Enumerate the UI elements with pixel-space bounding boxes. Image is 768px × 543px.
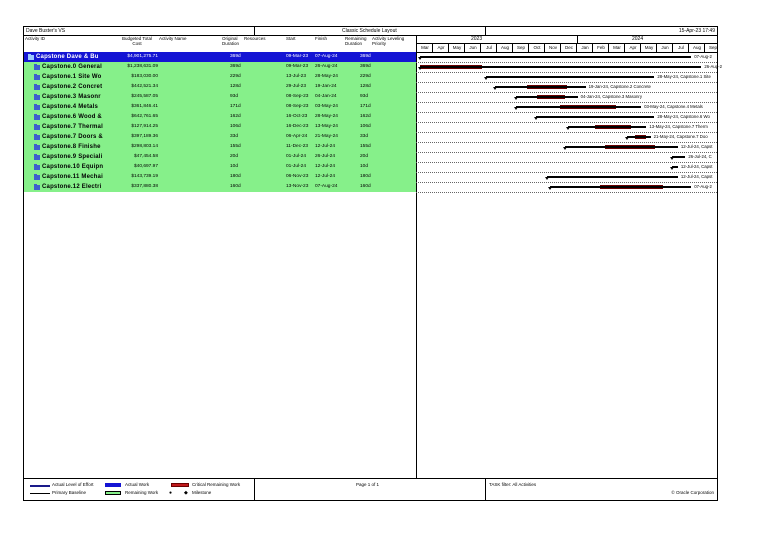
finish-date: 03-May-24: [315, 104, 338, 109]
col-remaining-duration[interactable]: Remaining Duration: [345, 36, 367, 46]
wbs-folder-icon: [34, 174, 40, 180]
wbs-folder-icon: [34, 154, 40, 160]
start-marker: [563, 147, 567, 150]
wbs-folder-icon: [34, 104, 40, 110]
month-label: Jun: [656, 44, 673, 52]
legend-swatch-critical: [171, 483, 189, 487]
wbs-name: Capstone.9 Speciali: [42, 154, 103, 160]
start-date: 08-Sep-23: [286, 104, 309, 109]
gantt-bar-label: 26-Aug-2: [704, 64, 723, 69]
wbs-folder-icon: [34, 114, 40, 120]
copyright: © Oracle Corporation: [671, 490, 714, 495]
page-number: Page 1 of 1: [356, 482, 380, 487]
month-label: Apr: [624, 44, 641, 52]
wbs-name: Capstone Dave & Bu: [36, 54, 99, 60]
wbs-folder-icon: [34, 164, 40, 170]
wbs-name: Capstone.7 Doors &: [42, 134, 103, 140]
month-label: Dec: [560, 44, 577, 52]
start-marker: [514, 107, 518, 110]
start-date: 01-Jul-24: [286, 164, 306, 169]
month-label: Feb: [592, 44, 609, 52]
month-label: Mar: [416, 44, 433, 52]
baseline-bar[interactable]: [536, 116, 654, 118]
start-date: 06-Nov-23: [286, 174, 309, 179]
gantt-bar-label: 12-Jul-24, Capst: [680, 144, 713, 149]
month-label: Mar: [608, 44, 625, 52]
budgeted-cost: $1,238,631.09: [127, 64, 158, 69]
baseline-bar[interactable]: [486, 76, 654, 78]
wbs-name: Capstone.10 Equipn: [42, 164, 104, 170]
timeline-months: [416, 44, 717, 52]
month-label: Oct: [528, 44, 545, 52]
wbs-folder-icon: [34, 64, 40, 70]
budgeted-cost: $127,914.25: [131, 124, 158, 129]
baseline-bar[interactable]: [495, 86, 586, 88]
print-date: 15-Apr-23 17:49: [678, 28, 715, 34]
year-label: 2023: [471, 36, 483, 42]
remaining-duration: 180d: [360, 174, 371, 179]
wbs-folder-icon: [34, 184, 40, 190]
wbs-row[interactable]: [24, 82, 416, 92]
user-label: Dave Buster's VS: [26, 28, 66, 34]
col-activity-id[interactable]: Activity ID: [25, 36, 46, 41]
baseline-bar[interactable]: [420, 56, 691, 58]
remaining-duration: 171d: [360, 104, 371, 109]
original-duration: 106d: [230, 124, 241, 129]
wbs-row[interactable]: [24, 162, 416, 172]
finish-date: 26-Aug-24: [315, 64, 338, 69]
finish-date: 04-Jan-24: [315, 94, 337, 99]
baseline-bar[interactable]: [568, 126, 646, 128]
finish-date: 12-Jul-24: [315, 174, 335, 179]
budgeted-cost: $245,587.05: [131, 94, 158, 99]
legend-remaining-work: Remaining Work: [125, 490, 159, 495]
remaining-duration: 33d: [360, 134, 369, 139]
budgeted-cost: $337,880.38: [131, 184, 158, 189]
legend-milestone: Milestone: [192, 490, 212, 495]
finish-date: 13-May-24: [315, 124, 338, 129]
remaining-duration: 229d: [360, 74, 371, 79]
month-label: Jul: [672, 44, 689, 52]
wbs-row[interactable]: [24, 132, 416, 142]
start-marker: [670, 167, 674, 170]
budgeted-cost: $442,521.34: [131, 84, 158, 89]
budgeted-cost: $4,901,275.71: [127, 54, 158, 59]
finish-date: 07-Aug-24: [315, 184, 338, 189]
start-date: 16-Oct-23: [286, 114, 308, 119]
finish-date: 28-May-24: [315, 74, 338, 79]
filter-label: TASK filter: All Activities: [489, 482, 537, 487]
start-date: 09-Mar-23: [286, 54, 309, 59]
gantt-chart: [416, 52, 723, 212]
start-marker: [534, 117, 538, 120]
wbs-name: Capstone.0 General: [42, 64, 102, 70]
legend-swatch-remaining: [105, 491, 121, 495]
gantt-bar-label: 07-Aug-2: [694, 184, 712, 189]
wbs-folder-icon: [34, 94, 40, 100]
gantt-bar-label: 21-May-24, Capstone.7 Doo: [653, 134, 708, 139]
finish-date: 28-May-24: [315, 114, 338, 119]
wbs-row[interactable]: [24, 102, 416, 112]
remaining-duration: 369d: [360, 64, 371, 69]
original-duration: 155d: [230, 144, 241, 149]
remaining-duration: 369d: [360, 54, 371, 59]
budgeted-cost: $397,189.36: [131, 134, 158, 139]
wbs-row[interactable]: [24, 152, 416, 162]
baseline-bar[interactable]: [516, 96, 578, 98]
original-duration: 128d: [230, 84, 241, 89]
month-label: Nov: [544, 44, 561, 52]
month-label: Aug: [496, 44, 513, 52]
wbs-folder-icon: [34, 124, 40, 130]
finish-date: 19-Jan-24: [315, 84, 337, 89]
page-footer: [24, 478, 717, 501]
gantt-bar-label: 28-May-24, Capstone.6 Wo: [657, 114, 710, 119]
start-date: 13-Jul-23: [286, 74, 306, 79]
wbs-name: Capstone.3 Masonr: [42, 94, 101, 100]
year-label: 2024: [632, 36, 644, 42]
col-finish[interactable]: Finish: [315, 36, 328, 41]
col-activity-name[interactable]: Activity Name: [159, 36, 187, 41]
gantt-bar-label: 04-Jan-24, Capstone.3 Masonry: [580, 94, 642, 99]
original-duration: 10d: [230, 164, 239, 169]
layout-name: Classic Schedule Layout: [342, 28, 397, 34]
wbs-name: Capstone.6 Wood &: [42, 114, 102, 120]
month-label: Apr: [432, 44, 449, 52]
wbs-folder-icon: [28, 54, 34, 60]
remaining-duration: 20d: [360, 154, 369, 159]
original-duration: 229d: [230, 74, 241, 79]
wbs-row[interactable]: [24, 62, 416, 72]
wbs-name: Capstone.4 Metals: [42, 104, 99, 110]
wbs-row[interactable]: [24, 122, 416, 132]
gantt-bar-label: 26-Jul-24, C: [688, 154, 712, 159]
legend-primary-baseline: Primary Baseline: [52, 490, 87, 495]
gantt-bar-label: 19-Jan-24, Capstone.2 Concrete: [588, 84, 651, 89]
month-label: May: [640, 44, 657, 52]
baseline-bar[interactable]: [516, 106, 641, 108]
budgeted-cost: $642,761.65: [131, 114, 158, 119]
finish-date: 12-Jul-24: [315, 144, 335, 149]
wbs-row[interactable]: [24, 72, 416, 82]
schedule-page: [23, 26, 723, 501]
wbs-row[interactable]: [24, 182, 416, 192]
finish-date: 12-Jul-24: [315, 164, 335, 169]
budgeted-cost: $40,697.97: [133, 164, 158, 169]
legend-swatch-loe: [30, 485, 50, 487]
month-label: Sep: [704, 44, 721, 52]
gantt-bar-label: 13-May-24, Capstone.7 Therm: [649, 124, 708, 129]
remaining-duration: 93d: [360, 94, 369, 99]
finish-date: 07-Aug-24: [315, 54, 338, 59]
baseline-bar[interactable]: [627, 136, 651, 138]
wbs-name: Capstone.12 Electri: [42, 184, 102, 190]
gantt-bar-label: 03-May-24, Capstone.4 Metals: [644, 104, 703, 109]
budgeted-cost: $361,846.41: [131, 104, 158, 109]
remaining-duration: 160d: [360, 184, 371, 189]
start-date: 01-Jul-24: [286, 154, 306, 159]
legend-swatch-actual: [105, 483, 121, 487]
wbs-folder-icon: [34, 74, 40, 80]
month-label: Jan: [576, 44, 593, 52]
gantt-bar-label: 12-Jul-24, Capst: [680, 164, 713, 169]
wbs-row[interactable]: [24, 142, 416, 152]
month-label: Sep: [512, 44, 529, 52]
start-marker: [493, 87, 497, 90]
wbs-name: Capstone.2 Concret: [42, 84, 103, 90]
original-duration: 162d: [230, 114, 241, 119]
month-label: Jul: [480, 44, 497, 52]
milestone-dot-icon: ●: [169, 490, 173, 496]
budgeted-cost: $47,454.58: [133, 154, 158, 159]
start-marker: [418, 67, 422, 70]
original-duration: 369d: [230, 64, 241, 69]
milestone-diamond-icon: ◆: [184, 490, 188, 496]
wbs-name: Capstone.1 Site Wo: [42, 74, 102, 80]
legend-actual-work: Actual Work: [125, 482, 150, 487]
wbs-row[interactable]: [24, 112, 416, 122]
original-duration: 93d: [230, 94, 239, 99]
remaining-duration: 162d: [360, 114, 371, 119]
wbs-name: Capstone.11 Mechai: [42, 174, 103, 180]
start-marker: [514, 97, 518, 100]
remaining-duration: 128d: [360, 84, 371, 89]
start-date: 13-Nov-23: [286, 184, 309, 189]
baseline-bar[interactable]: [547, 176, 678, 178]
col-original-duration[interactable]: Original Duration: [222, 36, 240, 46]
remaining-duration: 106d: [360, 124, 371, 129]
wbs-root-row[interactable]: [24, 52, 416, 62]
start-marker: [566, 127, 570, 130]
original-duration: 369d: [230, 54, 241, 59]
budgeted-cost: $183,030.00: [131, 74, 158, 79]
start-marker: [418, 57, 422, 60]
month-label: Aug: [688, 44, 705, 52]
page-header: [24, 27, 717, 36]
wbs-folder-icon: [34, 144, 40, 150]
remaining-duration: 155d: [360, 144, 371, 149]
wbs-folder-icon: [34, 84, 40, 90]
start-marker: [484, 77, 488, 80]
start-date: 29-Jul-23: [286, 84, 306, 89]
start-marker: [670, 157, 674, 160]
baseline-bar[interactable]: [565, 146, 678, 148]
start-date: 08-Sep-23: [286, 94, 309, 99]
baseline-bar[interactable]: [420, 66, 701, 68]
wbs-row[interactable]: [24, 172, 416, 182]
col-budgeted-cost[interactable]: Budgeted Total Cost: [122, 36, 152, 46]
wbs-folder-icon: [34, 134, 40, 140]
wbs-name: Capstone.7 Thermal: [42, 124, 103, 130]
month-label: Jun: [464, 44, 481, 52]
col-leveling-priority[interactable]: Activity Leveling Priority: [372, 36, 405, 46]
baseline-bar[interactable]: [550, 186, 691, 188]
wbs-row[interactable]: [24, 92, 416, 102]
start-marker: [625, 137, 629, 140]
start-date: 11-Dec-23: [286, 144, 309, 149]
start-marker: [548, 187, 552, 190]
gantt-bar-label: 28-May-24, Capstone.1 Site: [657, 74, 711, 79]
gantt-bar-label: 07-Aug-2: [694, 54, 712, 59]
gantt-bar-label: 12-Jul-24, Capst: [680, 174, 713, 179]
budgeted-cost: $298,803.14: [131, 144, 158, 149]
finish-date: 26-Jul-24: [315, 154, 335, 159]
original-duration: 33d: [230, 134, 239, 139]
start-date: 09-Mar-23: [286, 64, 309, 69]
remaining-duration: 10d: [360, 164, 369, 169]
legend-actual-loe: Actual Level of Effort: [52, 482, 94, 487]
budgeted-cost: $143,739.19: [131, 174, 158, 179]
col-resources[interactable]: Resources: [244, 36, 266, 41]
legend-swatch-baseline: [30, 493, 50, 494]
original-duration: 160d: [230, 184, 241, 189]
original-duration: 180d: [230, 174, 241, 179]
finish-date: 21-May-24: [315, 134, 338, 139]
start-date: 16-Dec-23: [286, 124, 309, 129]
month-label: May: [448, 44, 465, 52]
wbs-name: Capstone.8 Finishe: [42, 144, 101, 150]
start-date: 06-Apr-24: [286, 134, 308, 139]
original-duration: 171d: [230, 104, 241, 109]
col-start[interactable]: Start: [286, 36, 296, 41]
legend-critical-remaining: Critical Remaining Work: [192, 482, 241, 487]
start-marker: [545, 177, 549, 180]
timeline-years: [416, 36, 717, 44]
original-duration: 20d: [230, 154, 239, 159]
